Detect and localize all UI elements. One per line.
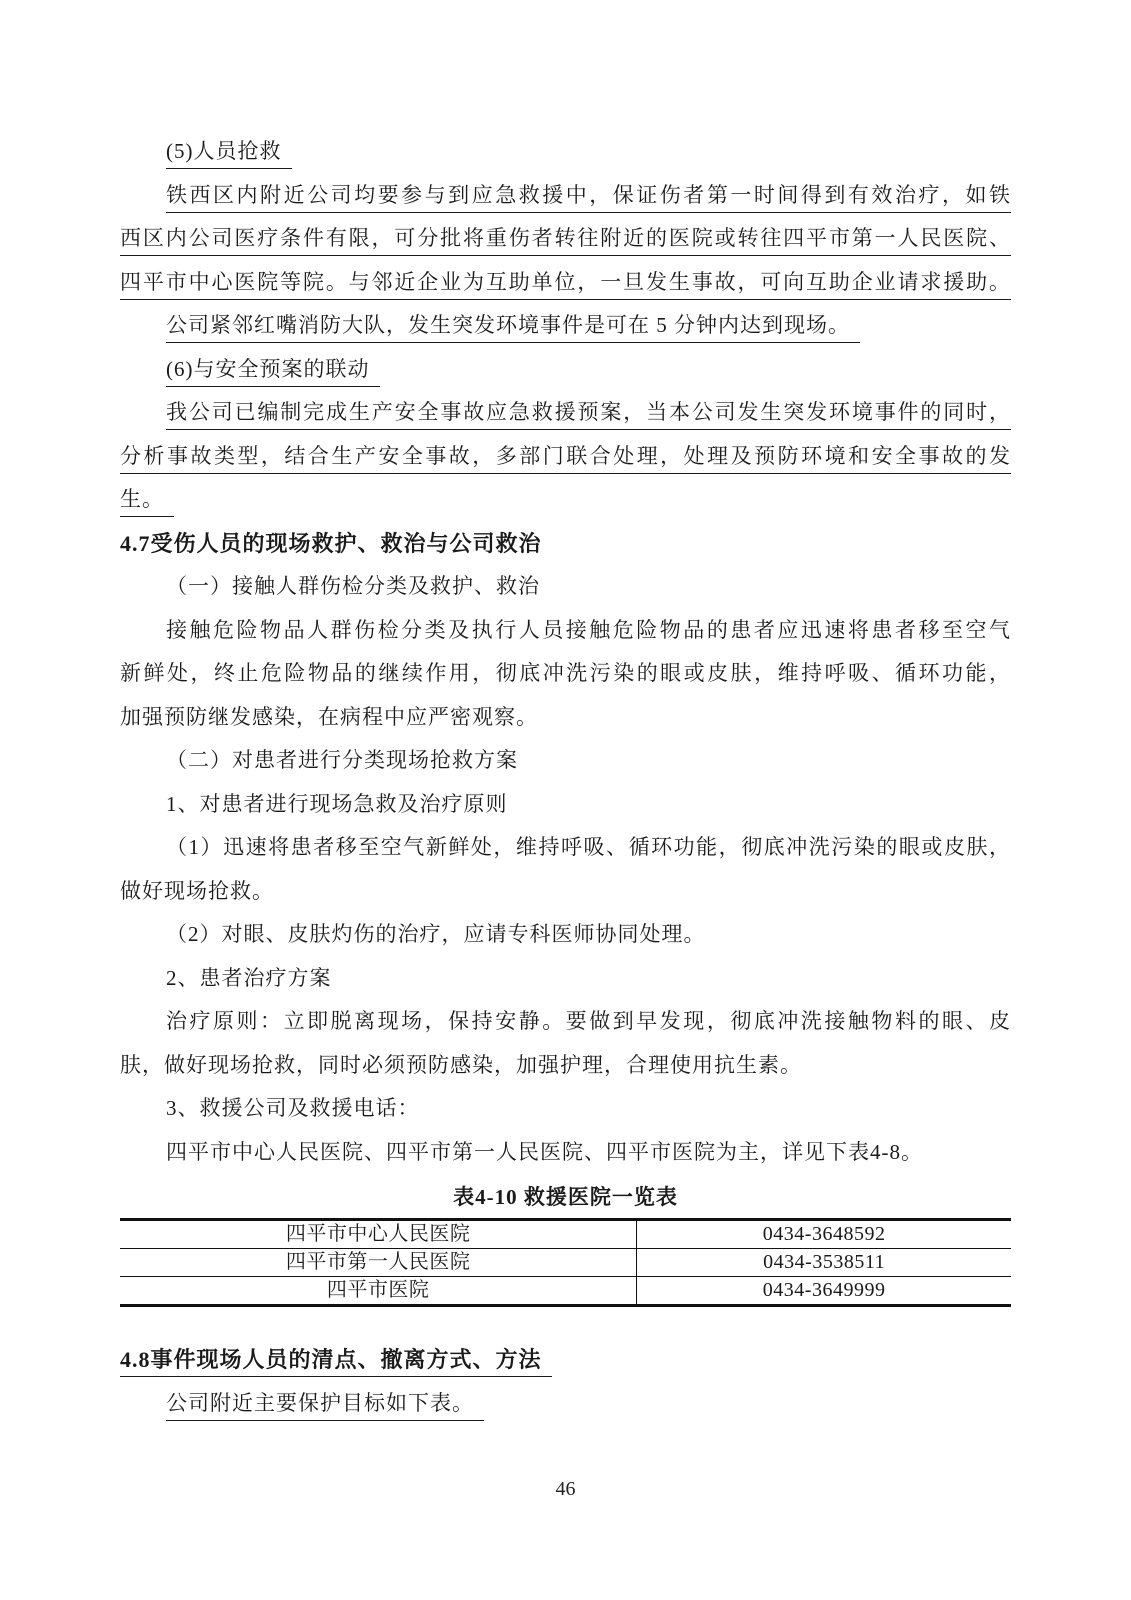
- hospital-name-cell: 四平市第一人民医院: [120, 1249, 637, 1277]
- text-line: [166, 304, 1011, 348]
- text-line: [120, 478, 1011, 522]
- text-line-content: 1、对患者进行现场急救及治疗原则: [166, 791, 508, 816]
- text-line-content: 西区内公司医疗条件有限，可分批将重伤者转往附近的医院或转往四平市第一人民医院、: [120, 224, 1011, 256]
- text-line-content: 新鲜处，终止危险物品的继续作用，彻底冲洗污染的眼或皮肤，维持呼吸、循环功能，: [120, 661, 1011, 685]
- text-line: [166, 913, 1011, 957]
- text-line-content: (6)与安全预案的联动: [166, 355, 380, 387]
- section-heading-4-7: [120, 522, 1011, 566]
- text-line-content: 分析事故类型，结合生产安全事故，多部门联合处理，处理及预防环境和安全事故的发: [120, 442, 1011, 474]
- document-body: [120, 130, 1011, 1174]
- text-line: [120, 1044, 1011, 1088]
- text-line-content: 4.7受伤人员的现场救护、救治与公司救治: [120, 530, 542, 556]
- text-line-content: （2）对眼、皮肤灼伤的治疗，应请专科医师协同处理。: [166, 922, 706, 946]
- text-line: [166, 609, 1011, 653]
- text-line: [166, 1000, 1011, 1044]
- text-line: [166, 957, 1011, 1001]
- page-number: 46: [555, 1478, 576, 1500]
- rescue-hospital-table: [120, 1218, 1011, 1307]
- table-row: [120, 1220, 1011, 1249]
- hospital-phone-cell: 0434-3649999: [637, 1277, 1011, 1306]
- text-line: [120, 435, 1011, 479]
- document-content: [120, 0, 1011, 1425]
- text-line: [120, 870, 1011, 914]
- text-line-content: (5)人员抢救: [166, 137, 292, 169]
- text-line-content: 生。: [120, 485, 174, 517]
- section-heading-4-8: [120, 1338, 1011, 1382]
- text-line-content: 肤，做好现场抢救，同时必须预防感染，加强护理，合理使用抗生素。: [120, 1052, 802, 1077]
- text-line: [166, 130, 1011, 174]
- text-line: [166, 348, 1011, 392]
- text-line-content: 4.8事件现场人员的清点、撤离方式、方法: [120, 1345, 552, 1377]
- text-line: [166, 1382, 1011, 1426]
- text-line-content: 接触危险物品人群伤检分类及执行人员接触危险物品的患者应迅速将患者移至空气: [166, 617, 1011, 642]
- text-line-content: 做好现场抢救。: [120, 878, 274, 903]
- text-line-content: （一）接触人群伤检分类及救护、救治: [166, 574, 540, 598]
- text-line-content: 我公司已编制完成生产安全事故应急救援预案，当本公司发生突发环境事件的同时，: [166, 398, 1011, 430]
- text-line: [166, 739, 1011, 783]
- document-body-after-table: [120, 1338, 1011, 1425]
- text-line: [120, 217, 1011, 261]
- table-row: [120, 1277, 1011, 1306]
- text-line: [166, 1131, 1011, 1175]
- text-line: [120, 652, 1011, 696]
- text-line-content: 治疗原则：立即脱离现场，保持安静。要做到早发现，彻底冲洗接触物料的眼、皮: [166, 1009, 1011, 1033]
- hospital-name-cell: 四平市中心人民医院: [120, 1220, 637, 1249]
- text-line: [166, 1087, 1011, 1131]
- text-line-content: 铁西区内附近公司均要参与到应急救援中，保证伤者第一时间得到有效治疗，如铁: [166, 181, 1011, 213]
- text-line: [166, 174, 1011, 218]
- table-row: [120, 1249, 1011, 1277]
- text-line: [166, 826, 1011, 870]
- text-line-content: 四平市中心医院等院。与邻近企业为互助单位，一旦发生事故，可向互助企业请求援助。: [120, 268, 1011, 300]
- text-line: [166, 565, 1011, 609]
- table-caption: 表4-10 救援医院一览表: [453, 1185, 678, 1209]
- text-line: [166, 783, 1011, 827]
- text-line-content: （1）迅速将患者移至空气新鲜处，维持呼吸、循环功能，彻底冲洗污染的眼或皮肤，: [166, 835, 1011, 859]
- hospital-phone-cell: 0434-3648592: [762, 1223, 886, 1245]
- text-line: [166, 391, 1011, 435]
- text-line-content: 加强预防继发感染，在病程中应严密观察。: [120, 704, 538, 729]
- text-line-content: 公司紧邻红嘴消防大队，发生突发环境事件是可在 5 分钟内达到现场。: [166, 311, 860, 343]
- text-line-content: 2、患者治疗方案: [166, 965, 332, 990]
- text-line-content: 公司附近主要保护目标如下表。: [166, 1389, 484, 1421]
- text-line-content: （二）对患者进行分类现场抢救方案: [166, 748, 518, 772]
- hospital-name-cell: 四平市医院: [120, 1277, 637, 1306]
- text-line: [120, 696, 1011, 740]
- text-line-content: 四平市中心人民医院、四平市第一人民医院、四平市医院为主，详见下表4-8。: [166, 1139, 923, 1164]
- text-line-content: 3、救援公司及救援电话：: [166, 1096, 420, 1120]
- hospital-phone-cell: 0434-3538511: [637, 1249, 1011, 1277]
- text-line: [120, 261, 1011, 305]
